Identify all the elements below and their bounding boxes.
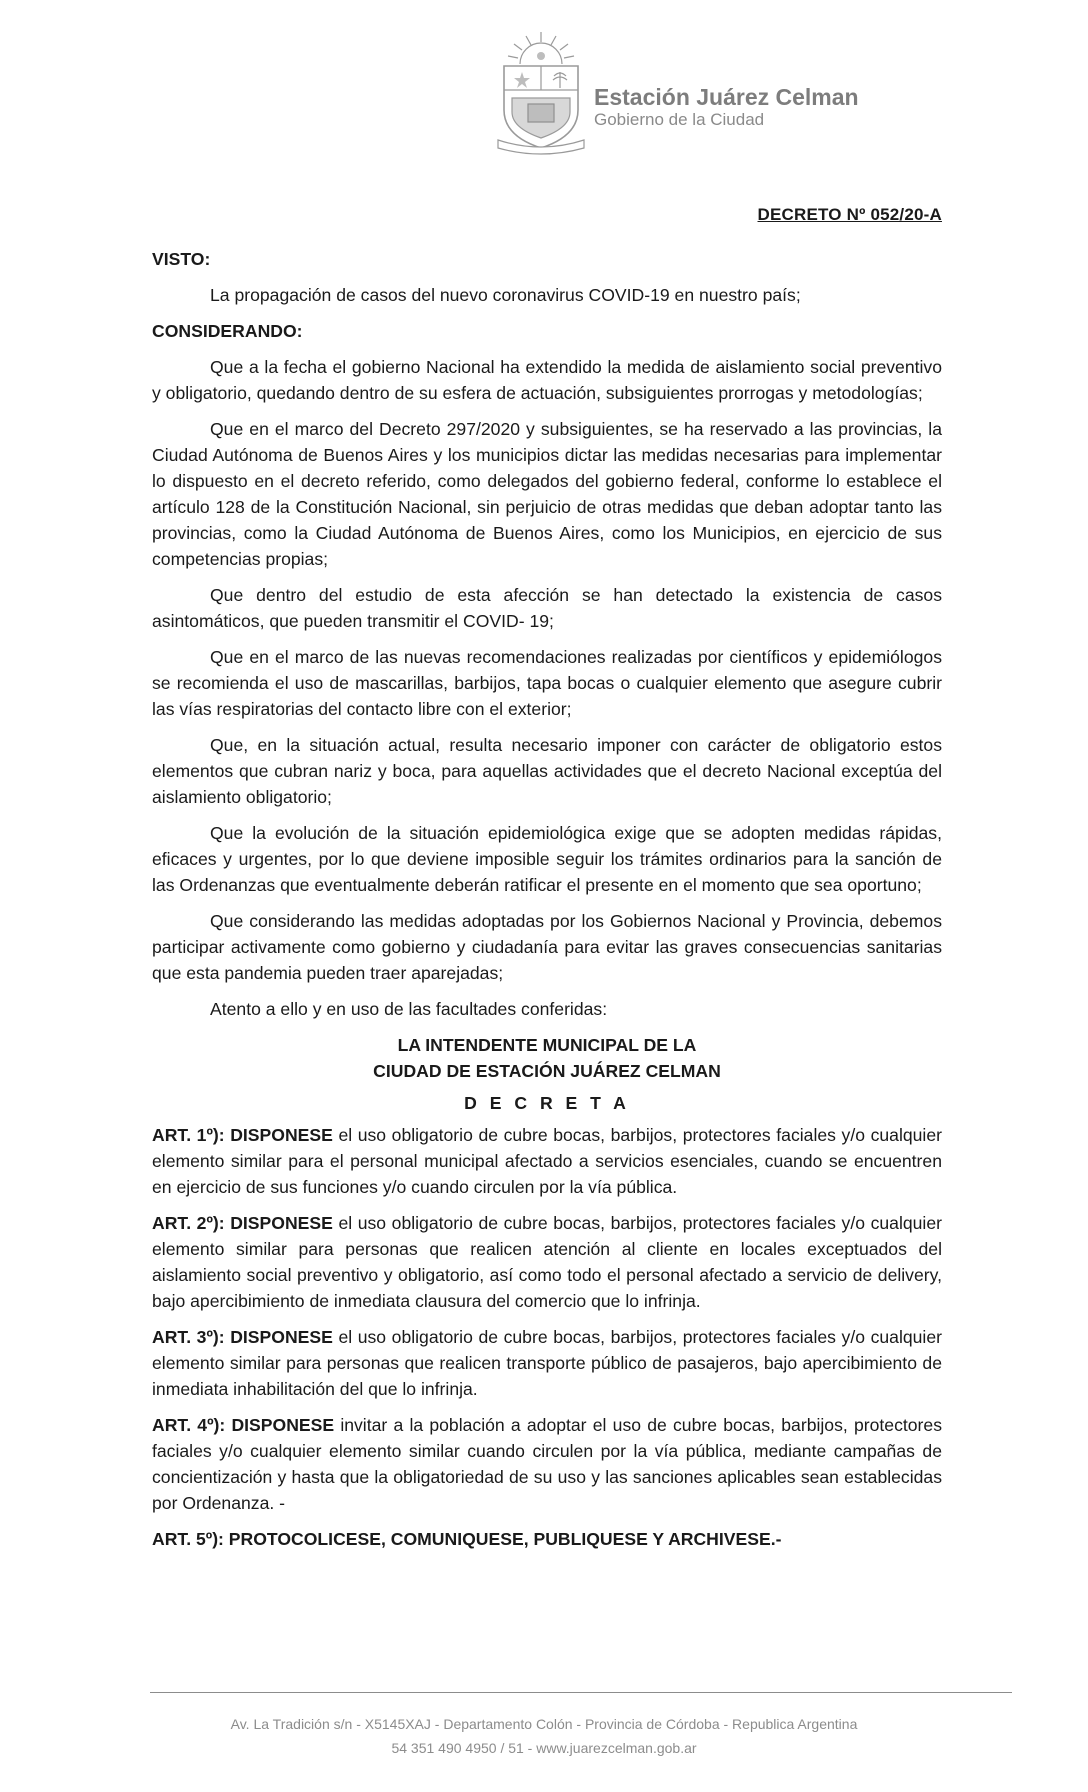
article-5: [152, 1526, 942, 1552]
article-label: ART. 1º): DISPONESE: [152, 1125, 333, 1145]
footer-contact: 54 351 490 4950 / 51 - www.juarezcelman.gob.ar: [391, 1740, 697, 1756]
considerando-paragraph: Que considerando las medidas adoptadas por los Gobiernos Nacional y Provincia, debemos participar activamente como gobierno y ciudadanía para evitar las graves consecuencias sanitarias que esta pandemia pueden traer aparejadas;: [152, 911, 942, 983]
authority-line-1: LA INTENDENTE MUNICIPAL DE LA: [397, 1035, 697, 1055]
org-subtitle: Gobierno de la Ciudad: [594, 110, 765, 129]
article-text: el uso obligatorio de cubre bocas, barbijos, protectores faciales y/o cualquier elemento similar para el personal municipal afectado a servicios esenciales, cuando se encuentren en ejercicio de sus funciones y/o cuando circulen por la vía pública.: [152, 1125, 942, 1197]
article-label: ART. 4º): DISPONESE: [152, 1415, 335, 1435]
coat-of-arms-logo: [490, 28, 592, 156]
article-text: invitar a la población a adoptar el uso de cubre bocas, barbijos, protectores faciales y/o cualquier elemento similar cuando circulen por la vía pública, mediante campañas de concientización y hasta que la obligatoriedad de su uso y las sanciones aplicables sean establecidas por Ordenanza. -: [152, 1415, 942, 1513]
considerando-paragraph: Que en el marco de las nuevas recomendaciones realizadas por científicos y epidemiólogos se recomienda el uso de mascarillas, barbijos, tapa bocas o cualquier elemento que asegure cubrir las vías respiratorias del contacto libre con el exterior;: [152, 647, 942, 719]
authority-line-2: CIUDAD DE ESTACIÓN JUÁREZ CELMAN: [373, 1061, 721, 1081]
document-body: [152, 246, 942, 1562]
article-label: ART. 2º): DISPONESE: [152, 1213, 333, 1233]
article-1: [152, 1122, 942, 1200]
article-2: [152, 1210, 942, 1314]
considerando-heading: CONSIDERANDO:: [152, 321, 303, 341]
org-title-block: [594, 84, 859, 130]
considerando-paragraph: Que en el marco del Decreto 297/2020 y subsiguientes, se ha reservado a las provincias, la Ciudad Autónoma de Buenos Aires y los municipios dictar las medidas necesarias para implementar lo dispuesto en el decreto referido, como delegados del gobierno federal, conforme lo establece el artículo 128 de la Constitución Nacional, sin perjuicio de otras medidas que deban adoptar tanto las provincias, como la Ciudad Autónoma de Buenos Aires, como los Municipios, en ejercicio de sus competencias propias;: [152, 419, 942, 569]
article-text: el uso obligatorio de cubre bocas, barbijos, protectores faciales y/o cualquier elemento similar para personas que realicen atención al cliente en locales exceptuados del aislamiento social preventivo y obligatorio, así como todo el personal afectado a servicio de delivery, bajo apercibimiento de inmediata clausura del comercio que lo infrinja.: [152, 1213, 942, 1311]
decreta-heading: D E C R E T A: [464, 1093, 630, 1113]
considerando-paragraph: Que, en la situación actual, resulta necesario imponer con carácter de obligatorio estos elementos que cubran nariz y boca, para aquellas actividades que el decreto Nacional exceptúa del aislamiento obligatorio;: [152, 735, 942, 807]
visto-text: La propagación de casos del nuevo coronavirus COVID-19 en nuestro país;: [210, 285, 801, 305]
visto-heading: VISTO:: [152, 249, 211, 269]
considerando-paragraph: Que dentro del estudio de esta afección se han detectado la existencia de casos asintomáticos, que pueden transmitir el COVID- 19;: [152, 585, 942, 631]
considerando-paragraph: Atento a ello y en uso de las facultades conferidas:: [210, 999, 608, 1019]
article-text: el uso obligatorio de cubre bocas, barbijos, protectores faciales y/o cualquier elemento similar para personas que realicen transporte público de pasajeros, bajo apercibimiento de inmediata inhabilitación del que lo infrinja.: [152, 1327, 942, 1399]
article-3: [152, 1324, 942, 1402]
org-name: Estación Juárez Celman: [594, 84, 859, 110]
article-4: [152, 1412, 942, 1516]
considerando-paragraph: Que la evolución de la situación epidemiológica exige que se adopten medidas rápidas, eficaces y urgentes, por lo que deviene imposible seguir los trámites ordinarios para la sanción de las Ordenanzas que eventualmente deberán ratificar el presente en el momento que sea oportuno;: [152, 823, 942, 895]
considerando-paragraph: Que a la fecha el gobierno Nacional ha extendido la medida de aislamiento social preventivo y obligatorio, quedando dentro de su esfera de actuación, subsiguientes prorrogas y metodologías;: [152, 357, 942, 403]
footer-address: Av. La Tradición s/n - X5145XAJ - Departamento Colón - Provincia de Córdoba - Republica Argentina: [230, 1716, 858, 1732]
article-label: ART. 5º): PROTOCOLICESE, COMUNIQUESE, PUBLIQUESE Y ARCHIVESE.-: [152, 1529, 782, 1549]
decree-number: DECRETO Nº 052/20-A: [757, 205, 942, 224]
article-label: ART. 3º): DISPONESE: [152, 1327, 333, 1347]
footer-divider: [150, 1692, 1012, 1693]
